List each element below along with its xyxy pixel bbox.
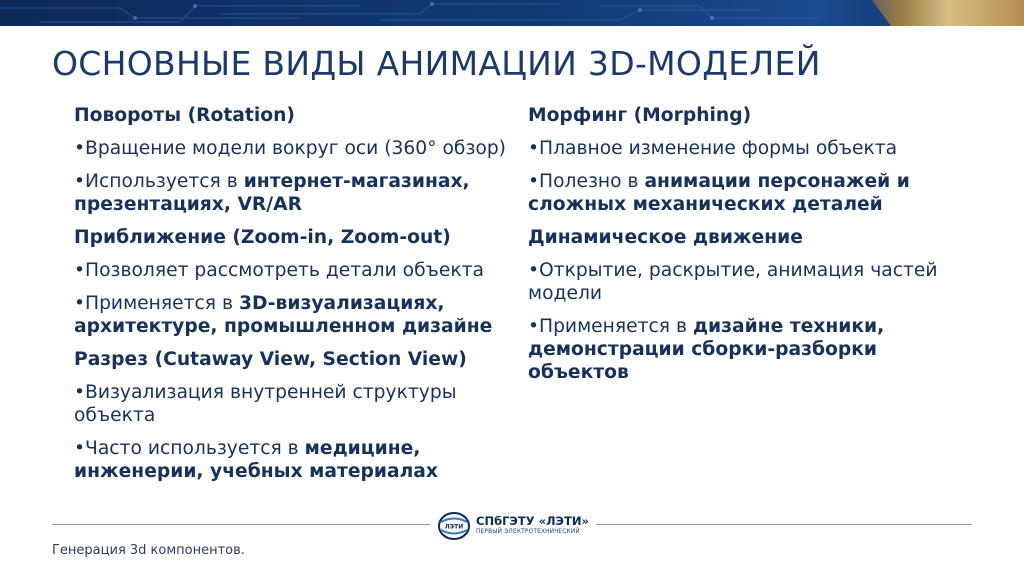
- slide-title: ОСНОВНЫЕ ВИДЫ АНИМАЦИИ 3D-МОДЕЛЕЙ: [52, 44, 821, 83]
- zoom-bullet-2-text: •Применяется в: [74, 293, 239, 314]
- morph-bullet-2-emphasis: анимации персонажей и сложных механических деталей: [528, 171, 910, 215]
- footer-divider-right: [596, 524, 972, 525]
- zoom-bullet-1: •Позволяет рассмотреть детали объекта: [74, 260, 484, 281]
- footer-divider-left: [52, 524, 430, 525]
- rotation-bullet-2: [74, 170, 526, 216]
- morph-bullet-2: [528, 170, 968, 216]
- cutaway-bullet-2: [74, 437, 526, 483]
- university-logo: [436, 509, 594, 543]
- dynamic-bullet-2-text: •Применяется в: [528, 316, 693, 337]
- morph-bullet-2-text: •Полезно в: [528, 171, 645, 192]
- dynamic-bullet-2-emphasis: дизайне техники, демонстрации сборки-разборки объектов: [528, 316, 885, 383]
- rotation-bullet-2-text: •Используется в: [74, 171, 244, 192]
- morph-heading: Морфинг (Morphing): [528, 105, 752, 126]
- left-column: [74, 104, 526, 493]
- cutaway-heading: Разрез (Cutaway View, Section View): [74, 349, 467, 370]
- dynamic-heading: Динамическое движение: [528, 227, 803, 248]
- rotation-bullet-1: •Вращение модели вокруг оси (360° обзор): [74, 138, 506, 159]
- cutaway-bullet-2-emphasis: медицине, инженерии, учебных материалах: [74, 438, 438, 482]
- zoom-heading: Приближение (Zoom-in, Zoom-out): [74, 227, 451, 248]
- right-column: [528, 104, 968, 394]
- footer-note: Генерация 3d компонентов.: [52, 543, 245, 558]
- rotation-heading: Повороты (Rotation): [74, 105, 295, 126]
- leti-emblem-icon: [436, 509, 472, 543]
- cutaway-bullet-2-text: •Часто используется в: [74, 438, 305, 459]
- logo-subtitle: ПЕРВЫЙ ЭЛЕКТРОТЕХНИЧЕСКИЙ: [476, 529, 580, 535]
- morph-bullet-1: •Плавное изменение формы объекта: [528, 138, 898, 159]
- circuit-pattern-icon: [0, 0, 1024, 26]
- dynamic-bullet-2: [528, 315, 968, 384]
- cutaway-bullet-1: •Визуализация внутренней структуры объекта: [74, 382, 457, 426]
- dynamic-bullet-1: •Открытие, раскрытие, анимация частей модели: [528, 260, 938, 304]
- logo-badge-text: ЛЭТИ: [444, 523, 464, 531]
- rotation-bullet-2-emphasis: интернет-магазинах, презентациях, VR/AR: [74, 171, 470, 215]
- logo-name: СПбГЭТУ «ЛЭТИ»: [476, 514, 589, 528]
- top-banner: [0, 0, 1024, 26]
- zoom-bullet-2-emphasis: 3D-визуализациях, архитектуре, промышленном дизайне: [74, 293, 493, 337]
- zoom-bullet-2: [74, 292, 526, 338]
